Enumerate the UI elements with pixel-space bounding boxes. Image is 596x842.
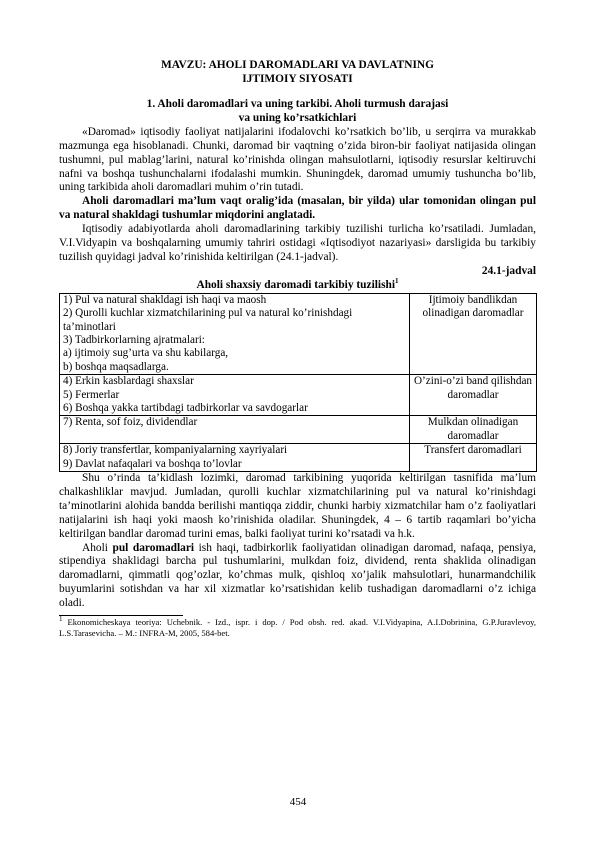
paragraph-5 — [59, 542, 536, 612]
section-heading — [59, 98, 536, 126]
table-cell-category: Transfert daromadlari — [410, 444, 537, 472]
table-item: 8) Joriy transfertlar, kompaniyalarning xayriyalari — [63, 444, 288, 457]
footnote-text: Ekonomicheskaya teoriya: Uchebnik. - Izd., ispr. i dop. / Pod obsh. red. akad. V.I.Vidyapina, A.I.Dobrinina, G.P.Juravlevoy, L.S.Tarasevicha. – M.: INFRA-M, 2005, 584-bet. — [59, 617, 536, 639]
title-line-1: MAVZU: AHOLI DAROMADLARI VA DAVLATNING — [161, 59, 434, 71]
table-item: 2) Qurolli kuchlar xizmatchilarining pul va natural ko’rinishdagi ta’minotlari — [63, 307, 353, 333]
table-caption-text: Aholi shaxsiy daromadi tarkibiy tuzilishi — [196, 278, 396, 291]
table-item: a) ijtimoiy sug’urta va shu kabilarga, — [63, 347, 229, 360]
table-cell-category: O’zini-o’zi band qilishdan daromadlar — [410, 375, 537, 416]
title-line-2: IJTIMOIY SIYOSATI — [242, 73, 353, 85]
section-heading-line-2: va uning ko’rsatkichlari — [238, 111, 357, 124]
page-title — [59, 58, 536, 86]
table-cell-category: Ijtimoiy bandlikdan olinadigan daromadlar — [410, 293, 537, 374]
paragraph-5-bold-term: pul daromadlari — [112, 541, 195, 554]
section-heading-line-1: 1. Aholi daromadlari va uning tarkibi. Aholi turmush darajasi — [146, 98, 449, 110]
table-row — [60, 375, 537, 416]
table-caption — [59, 276, 536, 293]
page-number: 454 — [289, 796, 307, 808]
table-item: 9) Davlat nafaqalari va boshqa to’lovlar — [63, 457, 242, 470]
table-cell-items — [60, 416, 410, 444]
paragraph-2-definition: Aholi daromadlari ma’lum vaqt oralig’ida (masalan, bir yilda) ular tomonidan olingan pul va natural shakldagi tushumlar miqdorini anglatadi. — [59, 195, 536, 222]
table-cell-category: Mulkdan olinadigan daromadlar — [410, 416, 537, 444]
document-page — [59, 58, 536, 639]
table-label: 24.1-jadval — [481, 264, 536, 277]
table-cell-items — [60, 293, 410, 374]
paragraph-4: Shu o’rinda ta’kidlash lozimki, daromad tarkibining yuqorida keltirilgan tasnifida ma’lum chalkashliklar mavjud. Jumladan, qurolli kuchlar xizmatchilarining pul va natural ko’rinishdagi ta’minotlarini alohida bandda berilishi mantiqqa ziddir, chunki harbiy xizmatchilar ham o’z faoliyatlari natijalarini ish haqi yoki maosh ko’rinishida oladilar. Shuningdek, 4 – 6 tartib raqamlari bo’yicha keltirilgan bandlar daromad turini emas, balki faoliyat turini ko’rsatadi va h.k. — [59, 471, 536, 540]
table-item: 1) Pul va natural shakldagi ish haqi va maosh — [63, 293, 267, 306]
paragraph-5-start: Aholi — [82, 541, 113, 554]
table-row — [60, 416, 537, 444]
paragraph-5-rest: ish haqi, tadbirkorlik faoliyatidan olinadigan daromad, nafaqa, pensiya, stipendiya shaklidagi barcha pul tushumlarini, mulkdan foiz, dividend, renta shaklida olinadigan daromadlarni, qimmatli qog’ozlar, ko’chmas mulk, qishloq xo’jalik mahsulotlari, hunarmandchilik buyumlarini sotishdan va har xil xizmatlar ko’rsatishidan kelib tushadigan daromadlarni o’z ichiga oladi. — [59, 541, 536, 610]
footnote-mark: 1 — [59, 615, 63, 624]
table-item: 6) Boshqa yakka tartibdagi tadbirkorlar va savdogarlar — [63, 401, 308, 414]
table-cell-items — [60, 444, 410, 472]
table-item: b) boshqa maqsadlarga. — [63, 360, 169, 373]
table-cell-items — [60, 375, 410, 416]
paragraph-3: Iqtisodiy adabiyotlarda aholi daromadlarining tarkibiy tuzilishi turlicha ko’rsatiladi. Jumladan, V.I.Vidyapin va boshqalarning umumiy tahriri ostidagi «Iqtisodiyot nazariyasi» darsligida bu tarkibiy tuzilish quyidagi jadval ko’rinishida keltirilgan (24.1-jadval). — [59, 223, 536, 263]
table-row — [60, 293, 537, 374]
paragraph-1: «Daromad» iqtisodiy faoliyat natijalarini ifodalovchi ko’rsatkich bo’lib, u serqirra va murakkab mazmunga ega hisoblanadi. Chunki, daromad bir vaqtning o’zida biron-bir faoliyat natijasida olingan tushumni, pul mablag’larini, natural ko’rinishda olingan mahsulotlarni, iqtisodiy resurslar keltiruvchi nafni va boshqa tushunchalarni ifodalashi mumkin. Shuningdek, daromad umumiy tushuncha bo’lib, uning tarkibida aholi daromadlari muhim o’rin tutadi. — [59, 125, 536, 194]
income-structure-table — [59, 293, 537, 472]
footnote-reference: 1 — [395, 276, 399, 285]
table-item: 4) Erkin kasblardagi shaxslar — [63, 375, 194, 388]
table-item: 7) Renta, sof foiz, dividendlar — [63, 416, 198, 429]
table-row — [60, 444, 537, 472]
footnote — [59, 617, 536, 639]
table-item: 5) Fermerlar — [63, 388, 120, 401]
table-item: 3) Tadbirkorlarning ajratmalari: — [63, 333, 205, 346]
footnote-separator — [59, 615, 183, 616]
